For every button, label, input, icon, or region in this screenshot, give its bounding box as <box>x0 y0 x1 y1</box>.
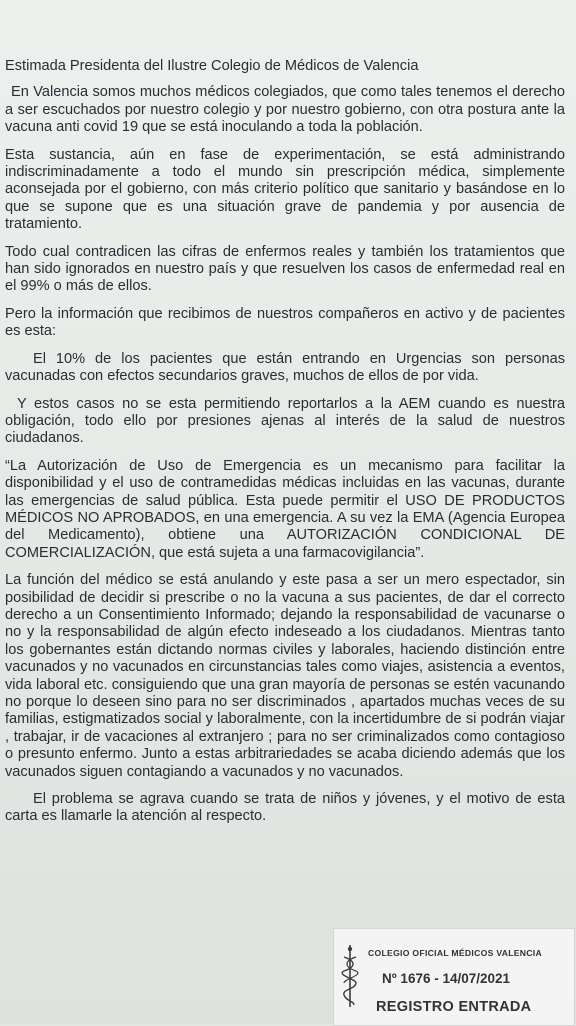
paragraph-8: La función del médico se está anulando y este pasa a ser un mero espectador, sin posibilidad de decidir si prescribe o no la vacuna a sus pacientes, de dar el correcto derecho a un Consentimiento Informado; dejando la responsabilidad de vacunarse o no y la responsabilidad de algún efecto indeseado a los ciudadanos. Mientras tanto los gobernantes están dictando normas civiles y laborales, haciendo distinción entre vacunados y no vacunados en circunstancias tales como viajes, asistencia a eventos, vida laboral etc. consiguiendo que una gran mayoría de personas se estén vacunando no porque lo deseen sino para no ser discriminados , apartados muchas veces de su familias, estigmatizados social y laboralmente, con la incertidumbre de si podrán viajar , trabajar, ir de vacaciones al extranjero ; para no ser criminalizados como contagioso o presunto enfermo. Junto a estas arbitrariedades se acaba diciendo además que los vacunados siguen contagiando a vacunados y no vacunados. <box>5 572 565 780</box>
stamp-number-date: Nº 1676 - 14/07/2021 <box>382 971 511 986</box>
paragraph-5: El 10% de los pacientes que están entrando en Urgencias son personas vacunadas con efectos secundarios graves, muchos de ellos de por vida. <box>5 350 565 385</box>
paragraph-6: Y estos casos no se esta permitiendo reportarlos a la AEM cuando es nuestra obligación, todo ello por presiones ajenas al interés de la salud de nuestros ciudadanos. <box>5 395 565 447</box>
registry-stamp <box>333 928 575 1026</box>
paragraph-2: Esta sustancia, aún en fase de experimentación, se está administrando indiscriminadamente a todo el mundo sin prescripción médica, simplemente aconsejada por el gobierno, con más criterio político que sanitario y basándose en lo que se supone que es una situación grave de pandemia y por ausencia de tratamiento. <box>5 146 565 233</box>
paragraph-9: El problema se agrava cuando se trata de niños y jóvenes, y el motivo de esta carta es llamarle la atención al respecto. <box>5 791 565 825</box>
paragraph-4: Pero la información que recibimos de nuestros compañeros en activo y de pacientes es esta: <box>5 305 565 340</box>
paragraph-3: Todo cual contradicen las cifras de enfermos reales y también los tratamientos que han sido ignorados en nuestro país y que resuelven los casos de enfermedad real en el 99% o más de ellos. <box>5 243 565 295</box>
stamp-label: REGISTRO ENTRADA <box>376 999 532 1015</box>
caduceus-logo-icon <box>338 943 362 1009</box>
paragraph-1: En Valencia somos muchos médicos colegiados, que como tales tenemos el derecho a ser escuchados por nuestro colegio y por nuestro gobierno, con otra postura ante la vacuna anti covid 19 que se está inoculando a toda la población. <box>5 84 565 136</box>
letter-body <box>5 58 565 826</box>
stamp-organization: COLEGIO OFICIAL MÉDICOS VALENCIA <box>368 948 543 958</box>
greeting: Estimada Presidenta del Ilustre Colegio de Médicos de Valencia <box>5 58 419 74</box>
paragraph-7-quote: “La Autorización de Uso de Emergencia es un mecanismo para facilitar la disponibilidad y el uso de contramedidas médicas incluidas en las vacunas, durante las emergencias de salud pública. Esta puede permitir el USO DE PRODUCTOS MÉDICOS NO APROBADOS, en una emergencia. A su vez la EMA (Agencia Europea del Medicamento), obtiene una AUTORIZACIÓN CONDICIONAL DE COMERCIALIZACIÓN, que está sujeta a una farmacovigilancia”. <box>5 457 565 561</box>
